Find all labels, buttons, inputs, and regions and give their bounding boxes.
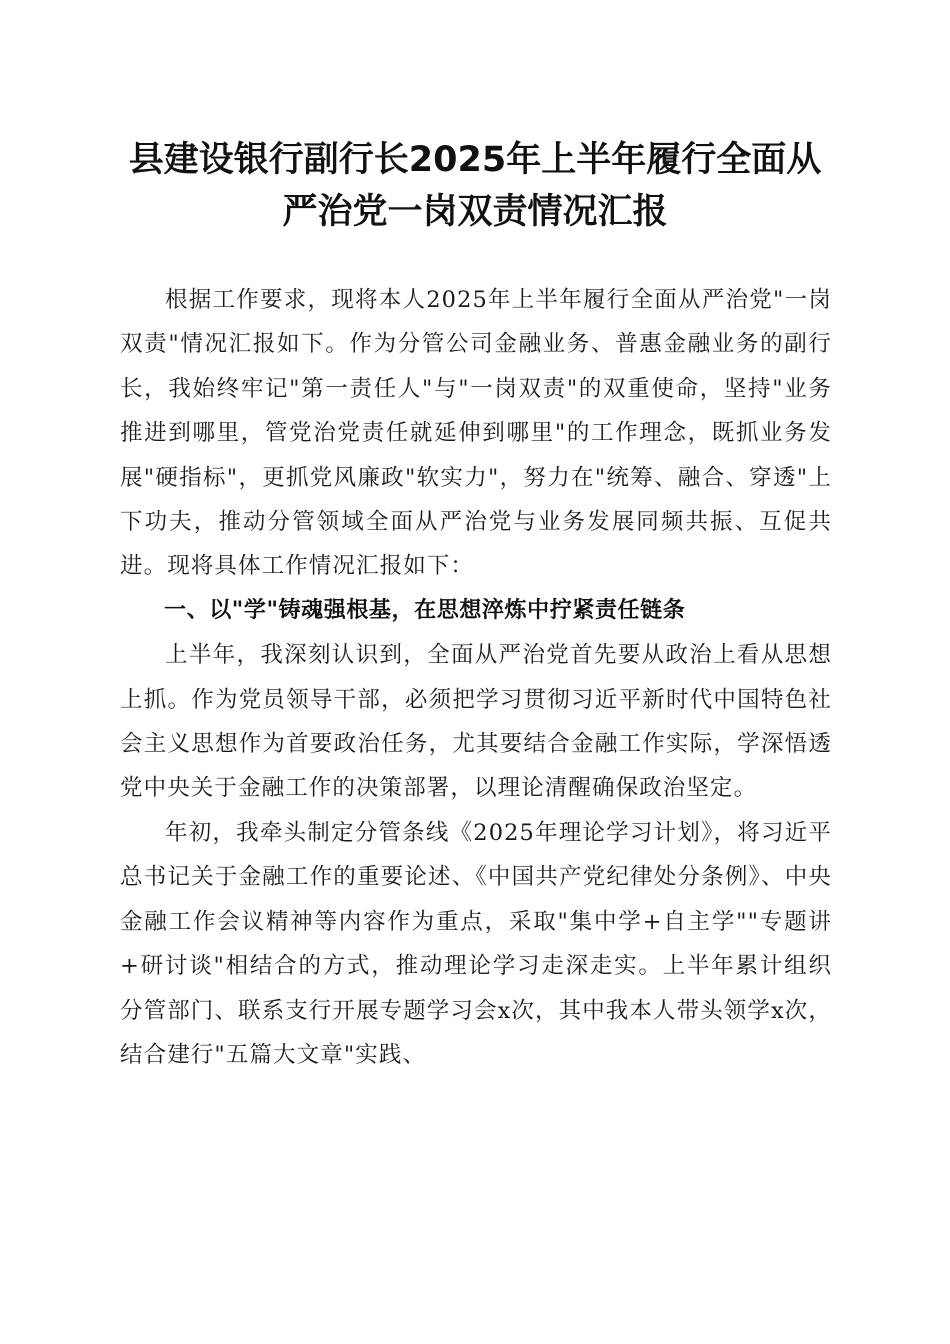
title-line-2: 严治党一岗双责情况汇报 — [282, 192, 668, 232]
title-line-1: 县建设银行副行长2025年上半年履行全面从 — [128, 140, 822, 180]
document-title — [60, 134, 890, 238]
section-heading-1: 一、以"学"铸魂强根基，在思想淬炼中拧紧责任链条 — [164, 597, 686, 623]
document-body — [120, 278, 832, 1077]
body-paragraph: 年初，我牵头制定分管条线《2025年理论学习计划》，将习近平总书记关于金融工作的重要论述、《中国共产党纪律处分条例》、中央金融工作会议精神等内容作为重点，采取"集中学+自主学""专题讲+研讨谈"相结合的方式，推动理论学习走深走实。上半年累计组织分管部门、联系支行开展专题学习会x次，其中我本人带头领学x次，结合建行"五篇大文章"实践、 — [120, 819, 832, 1068]
intro-paragraph: 根据工作要求，现将本人2025年上半年履行全面从严治党"一岗双责"情况汇报如下。作为分管公司金融业务、普惠金融业务的副行长，我始终牢记"第一责任人"与"一岗双责"的双重使命，坚持"业务推进到哪里，管党治党责任就延伸到哪里"的工作理念，既抓业务发展"硬指标"，更抓党风廉政"软实力"，努力在"统筹、融合、穿透"上下功夫，推动分管领域全面从严治党与业务发展同频共振、互促共进。现将具体工作情况汇报如下： — [120, 287, 832, 580]
body-paragraph: 上半年，我深刻认识到，全面从严治党首先要从政治上看从思想上抓。作为党员领导干部，必须把学习贯彻习近平新时代中国特色社会主义思想作为首要政治任务，尤其要结合金融工作实际，学深悟透党中央关于金融工作的决策部署，以理论清醒确保政治坚定。 — [120, 642, 832, 802]
